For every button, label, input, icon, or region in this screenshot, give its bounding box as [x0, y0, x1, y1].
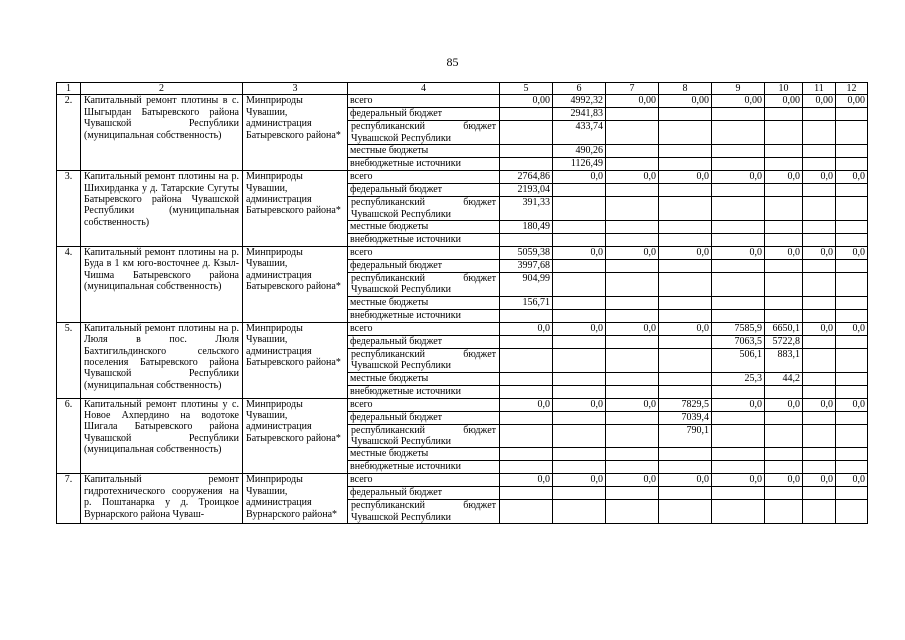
amount-cell [836, 424, 868, 448]
amount-cell [836, 234, 868, 247]
funding-source: федеральный бюджет [348, 335, 500, 348]
amount-cell [659, 385, 712, 398]
funding-source: всего [348, 398, 500, 411]
amount-cell [553, 197, 606, 221]
funding-source: местные бюджеты [348, 145, 500, 158]
table-row [57, 322, 868, 335]
amount-cell: 0,0 [836, 247, 868, 260]
funding-source: всего [348, 247, 500, 260]
amount-cell [836, 335, 868, 348]
amount-cell [606, 108, 659, 121]
funding-source: всего [348, 322, 500, 335]
amount-cell: 391,33 [500, 197, 553, 221]
amount-cell [659, 348, 712, 372]
column-number: 1 [57, 83, 81, 95]
amount-cell [500, 335, 553, 348]
executor: Минприроды Чувашии, администрация Батыревского района* [243, 171, 348, 247]
amount-cell: 0,0 [553, 247, 606, 260]
amount-cell [712, 296, 765, 309]
amount-cell [712, 411, 765, 424]
amount-cell [836, 500, 868, 524]
amount-cell [712, 461, 765, 474]
amount-cell [765, 500, 803, 524]
row-number: 6. [57, 398, 81, 474]
amount-cell [659, 309, 712, 322]
funding-source: внебюджетные источники [348, 385, 500, 398]
amount-cell: 156,71 [500, 296, 553, 309]
amount-cell: 0,0 [659, 171, 712, 184]
amount-cell [659, 121, 712, 145]
funding-source: всего [348, 171, 500, 184]
amount-cell: 790,1 [659, 424, 712, 448]
amount-cell: 0,00 [606, 95, 659, 108]
amount-cell: 7063,5 [712, 335, 765, 348]
amount-cell: 0,00 [803, 95, 836, 108]
amount-cell [659, 145, 712, 158]
amount-cell [712, 309, 765, 322]
amount-cell: 0,0 [606, 398, 659, 411]
amount-cell [606, 296, 659, 309]
amount-cell [836, 184, 868, 197]
amount-cell [553, 309, 606, 322]
amount-cell [712, 487, 765, 500]
amount-cell [765, 158, 803, 171]
table-row [57, 474, 868, 487]
amount-cell [803, 273, 836, 297]
amount-cell [836, 309, 868, 322]
amount-cell [712, 121, 765, 145]
amount-cell [500, 448, 553, 461]
table-row [57, 171, 868, 184]
amount-cell [712, 197, 765, 221]
amount-cell [659, 487, 712, 500]
funding-source: республиканский бюджет Чувашской Республики [348, 424, 500, 448]
amount-cell [803, 108, 836, 121]
amount-cell [553, 348, 606, 372]
object-name: Капитальный ремонт плотины в с. Шыгырдан Батыревского района Чувашской Республики (муниципальная собственность) [81, 95, 243, 171]
amount-cell [765, 448, 803, 461]
amount-cell: 0,0 [765, 474, 803, 487]
amount-cell [803, 296, 836, 309]
amount-cell: 0,0 [606, 247, 659, 260]
amount-cell [553, 500, 606, 524]
column-number: 9 [712, 83, 765, 95]
object-name: Капитальный ремонт гидротехнического сооружения на р. Поштанарка у д. Троицкое Вурнарского района Чуваш- [81, 474, 243, 524]
amount-cell [712, 273, 765, 297]
amount-cell [606, 348, 659, 372]
amount-cell [659, 335, 712, 348]
amount-cell: 0,0 [712, 247, 765, 260]
amount-cell: 0,0 [606, 171, 659, 184]
object-name: Капитальный ремонт плотины на р. Шихирданка у д. Татарские Сугуты Батыревского района Чувашской Республики (муниципальная собственность) [81, 171, 243, 247]
amount-cell: 5059,38 [500, 247, 553, 260]
amount-cell [606, 145, 659, 158]
amount-cell [500, 145, 553, 158]
table-body [57, 83, 868, 524]
funding-source: федеральный бюджет [348, 184, 500, 197]
amount-cell [659, 448, 712, 461]
amount-cell [803, 411, 836, 424]
funding-source: республиканский бюджет Чувашской Республики [348, 348, 500, 372]
amount-cell: 0,0 [765, 398, 803, 411]
amount-cell: 0,0 [765, 171, 803, 184]
amount-cell [712, 500, 765, 524]
executor: Минприроды Чувашии, администрация Вурнарского района* [243, 474, 348, 524]
executor: Минприроды Чувашии, администрация Батыревского района* [243, 247, 348, 323]
amount-cell: 7039,4 [659, 411, 712, 424]
amount-cell: 0,00 [500, 95, 553, 108]
amount-cell: 0,00 [712, 95, 765, 108]
amount-cell: 0,0 [803, 398, 836, 411]
amount-cell [606, 448, 659, 461]
amount-cell [606, 158, 659, 171]
funding-source: федеральный бюджет [348, 108, 500, 121]
amount-cell: 490,26 [553, 145, 606, 158]
amount-cell: 0,0 [553, 171, 606, 184]
amount-cell [836, 487, 868, 500]
row-number: 2. [57, 95, 81, 171]
amount-cell [500, 385, 553, 398]
amount-cell [606, 335, 659, 348]
amount-cell [500, 487, 553, 500]
amount-cell [659, 372, 712, 385]
amount-cell [803, 145, 836, 158]
amount-cell [765, 487, 803, 500]
amount-cell: 433,74 [553, 121, 606, 145]
amount-cell: 0,0 [500, 474, 553, 487]
amount-cell [836, 145, 868, 158]
amount-cell [765, 260, 803, 273]
amount-cell: 2941,83 [553, 108, 606, 121]
column-number: 11 [803, 83, 836, 95]
amount-cell [765, 309, 803, 322]
amount-cell [659, 260, 712, 273]
amount-cell: 5722,8 [765, 335, 803, 348]
amount-cell: 0,0 [836, 474, 868, 487]
amount-cell [836, 348, 868, 372]
amount-cell [500, 500, 553, 524]
row-number: 5. [57, 322, 81, 398]
amount-cell [765, 221, 803, 234]
amount-cell: 0,0 [803, 322, 836, 335]
amount-cell [712, 221, 765, 234]
amount-cell [606, 197, 659, 221]
amount-cell: 7829,5 [659, 398, 712, 411]
funding-source: республиканский бюджет Чувашской Республики [348, 197, 500, 221]
row-number: 4. [57, 247, 81, 323]
amount-cell: 0,00 [836, 95, 868, 108]
amount-cell [659, 108, 712, 121]
amount-cell [553, 461, 606, 474]
object-name: Капитальный ремонт плотины на р. Буда в 1 км юго-восточнее д. Кзыл-Чишма Батыревского района (муниципальная собственность) [81, 247, 243, 323]
amount-cell [606, 461, 659, 474]
column-number: 8 [659, 83, 712, 95]
amount-cell [765, 234, 803, 247]
amount-cell [553, 487, 606, 500]
amount-cell [553, 273, 606, 297]
funding-source: республиканский бюджет Чувашской Республики [348, 273, 500, 297]
financing-table [56, 82, 868, 524]
amount-cell [712, 234, 765, 247]
amount-cell [553, 424, 606, 448]
amount-cell: 1126,49 [553, 158, 606, 171]
funding-source: федеральный бюджет [348, 411, 500, 424]
amount-cell [836, 121, 868, 145]
object-name: Капитальный ремонт плотины у с. Новое Ахпердино на водотоке Шигала Батыревского района Чувашской Республики (муниципальная собственность) [81, 398, 243, 474]
amount-cell [765, 296, 803, 309]
amount-cell [553, 234, 606, 247]
amount-cell [712, 184, 765, 197]
funding-source: внебюджетные источники [348, 234, 500, 247]
funding-source: республиканский бюджет Чувашской Республики [348, 121, 500, 145]
column-number: 6 [553, 83, 606, 95]
amount-cell [712, 424, 765, 448]
amount-cell: 0,0 [836, 322, 868, 335]
amount-cell [606, 411, 659, 424]
amount-cell [836, 108, 868, 121]
amount-cell [803, 372, 836, 385]
executor: Минприроды Чувашии, администрация Батыревского района* [243, 398, 348, 474]
amount-cell [500, 234, 553, 247]
amount-cell [803, 348, 836, 372]
amount-cell [803, 461, 836, 474]
amount-cell [803, 234, 836, 247]
amount-cell [659, 158, 712, 171]
amount-cell [836, 221, 868, 234]
amount-cell [659, 461, 712, 474]
amount-cell [659, 221, 712, 234]
amount-cell [659, 197, 712, 221]
amount-cell: 25,3 [712, 372, 765, 385]
amount-cell [606, 273, 659, 297]
amount-cell [606, 221, 659, 234]
amount-cell [836, 372, 868, 385]
amount-cell: 0,0 [500, 398, 553, 411]
amount-cell: 0,0 [606, 322, 659, 335]
amount-cell [606, 121, 659, 145]
amount-cell [500, 121, 553, 145]
amount-cell [553, 260, 606, 273]
funding-source: внебюджетные источники [348, 158, 500, 171]
funding-source: федеральный бюджет [348, 487, 500, 500]
amount-cell [803, 335, 836, 348]
column-number: 3 [243, 83, 348, 95]
amount-cell: 0,0 [606, 474, 659, 487]
amount-cell [553, 372, 606, 385]
amount-cell [712, 260, 765, 273]
amount-cell [765, 121, 803, 145]
amount-cell: 0,0 [712, 474, 765, 487]
amount-cell [500, 309, 553, 322]
amount-cell [712, 385, 765, 398]
funding-source: местные бюджеты [348, 448, 500, 461]
amount-cell: 904,99 [500, 273, 553, 297]
amount-cell: 0,00 [765, 95, 803, 108]
amount-cell [659, 184, 712, 197]
amount-cell [659, 296, 712, 309]
amount-cell: 0,0 [553, 474, 606, 487]
amount-cell: 2193,04 [500, 184, 553, 197]
amount-cell [606, 385, 659, 398]
amount-cell [803, 424, 836, 448]
amount-cell [500, 348, 553, 372]
amount-cell [765, 385, 803, 398]
amount-cell [606, 487, 659, 500]
column-number: 5 [500, 83, 553, 95]
column-number: 12 [836, 83, 868, 95]
amount-cell: 44,2 [765, 372, 803, 385]
amount-cell [659, 273, 712, 297]
amount-cell: 506,1 [712, 348, 765, 372]
funding-source: местные бюджеты [348, 372, 500, 385]
amount-cell [500, 108, 553, 121]
amount-cell [836, 260, 868, 273]
amount-cell: 180,49 [500, 221, 553, 234]
amount-cell [803, 197, 836, 221]
page-number: 85 [446, 55, 459, 69]
amount-cell [803, 385, 836, 398]
amount-cell [606, 234, 659, 247]
amount-cell: 0,0 [712, 398, 765, 411]
amount-cell [836, 448, 868, 461]
amount-cell [803, 487, 836, 500]
amount-cell [712, 108, 765, 121]
amount-cell [803, 121, 836, 145]
amount-cell [553, 296, 606, 309]
amount-cell [553, 448, 606, 461]
amount-cell [712, 158, 765, 171]
amount-cell [606, 424, 659, 448]
amount-cell [553, 411, 606, 424]
amount-cell [500, 461, 553, 474]
amount-cell [765, 145, 803, 158]
executor: Минприроды Чувашии, администрация Батыревского района* [243, 95, 348, 171]
funding-source: внебюджетные источники [348, 461, 500, 474]
amount-cell [836, 461, 868, 474]
amount-cell [659, 234, 712, 247]
column-number-row [57, 83, 868, 95]
table-row [57, 398, 868, 411]
amount-cell [606, 372, 659, 385]
amount-cell [712, 448, 765, 461]
row-number: 7. [57, 474, 81, 524]
amount-cell: 0,0 [659, 247, 712, 260]
amount-cell [803, 448, 836, 461]
amount-cell: 7585,9 [712, 322, 765, 335]
amount-cell: 0,0 [553, 398, 606, 411]
amount-cell [553, 335, 606, 348]
amount-cell [803, 158, 836, 171]
funding-source: федеральный бюджет [348, 260, 500, 273]
amount-cell [836, 296, 868, 309]
amount-cell [606, 309, 659, 322]
amount-cell [500, 372, 553, 385]
amount-cell [553, 184, 606, 197]
amount-cell [765, 184, 803, 197]
amount-cell: 0,0 [836, 398, 868, 411]
amount-cell [765, 273, 803, 297]
amount-cell: 0,0 [659, 474, 712, 487]
amount-cell [803, 260, 836, 273]
amount-cell: 883,1 [765, 348, 803, 372]
amount-cell [803, 221, 836, 234]
funding-source: всего [348, 474, 500, 487]
amount-cell [803, 184, 836, 197]
funding-source: всего [348, 95, 500, 108]
amount-cell [836, 197, 868, 221]
amount-cell [836, 273, 868, 297]
amount-cell [836, 385, 868, 398]
amount-cell [765, 461, 803, 474]
amount-cell [500, 158, 553, 171]
amount-cell: 0,0 [765, 247, 803, 260]
funding-source: местные бюджеты [348, 296, 500, 309]
amount-cell [765, 411, 803, 424]
amount-cell: 0,00 [659, 95, 712, 108]
table-row [57, 95, 868, 108]
amount-cell [553, 221, 606, 234]
amount-cell [606, 500, 659, 524]
funding-source: республиканский бюджет Чувашской Республики [348, 500, 500, 524]
row-number: 3. [57, 171, 81, 247]
amount-cell: 0,0 [803, 171, 836, 184]
amount-cell [765, 197, 803, 221]
funding-source: внебюджетные источники [348, 309, 500, 322]
amount-cell: 0,0 [803, 474, 836, 487]
executor: Минприроды Чувашии, администрация Батыревского района* [243, 322, 348, 398]
amount-cell: 0,0 [712, 171, 765, 184]
amount-cell [553, 385, 606, 398]
column-number: 10 [765, 83, 803, 95]
amount-cell: 2764,86 [500, 171, 553, 184]
amount-cell [803, 309, 836, 322]
amount-cell: 0,0 [659, 322, 712, 335]
amount-cell: 0,0 [553, 322, 606, 335]
amount-cell [500, 411, 553, 424]
amount-cell [836, 158, 868, 171]
column-number: 4 [348, 83, 500, 95]
column-number: 2 [81, 83, 243, 95]
amount-cell [659, 500, 712, 524]
object-name: Капитальный ремонт плотины на р. Люля в пос. Люля Бахтигильдинского сельского поселения Батыревского района Чувашской Республики (муниципальная собственность) [81, 322, 243, 398]
amount-cell [765, 424, 803, 448]
table-row [57, 247, 868, 260]
amount-cell [606, 184, 659, 197]
amount-cell: 6650,1 [765, 322, 803, 335]
amount-cell: 0,0 [836, 171, 868, 184]
funding-source: местные бюджеты [348, 221, 500, 234]
amount-cell [606, 260, 659, 273]
amount-cell: 0,0 [500, 322, 553, 335]
column-number: 7 [606, 83, 659, 95]
amount-cell [765, 108, 803, 121]
amount-cell [836, 411, 868, 424]
amount-cell: 4992,32 [553, 95, 606, 108]
amount-cell: 3997,68 [500, 260, 553, 273]
amount-cell [500, 424, 553, 448]
amount-cell: 0,0 [803, 247, 836, 260]
amount-cell [712, 145, 765, 158]
amount-cell [803, 500, 836, 524]
